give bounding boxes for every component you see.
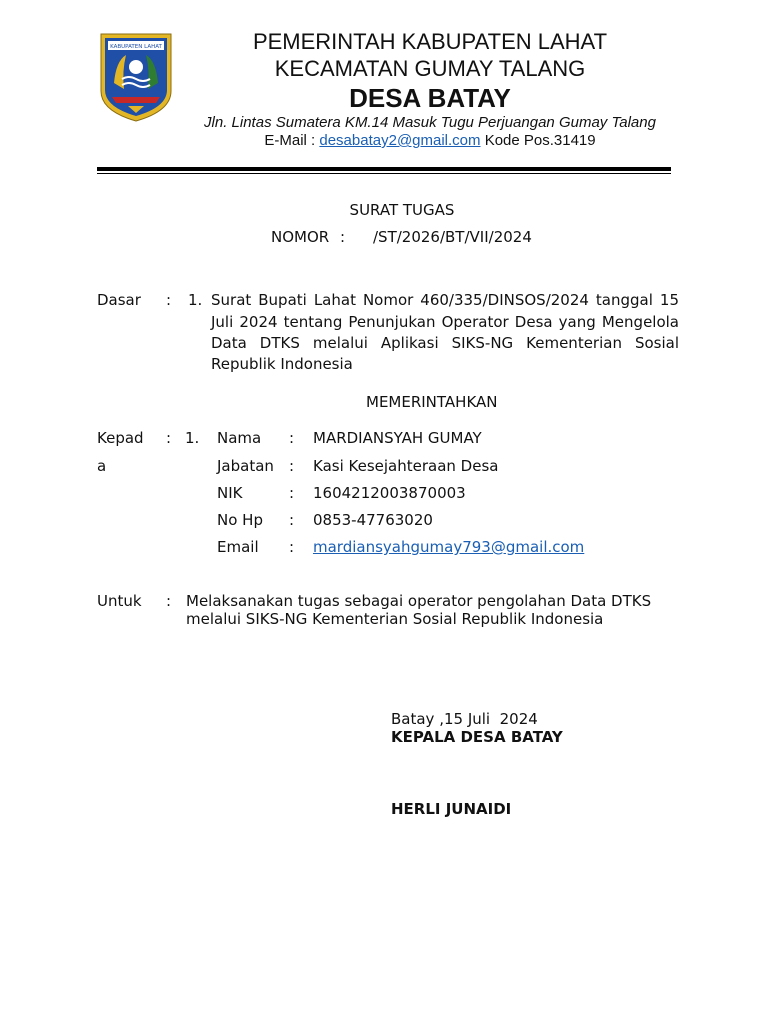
field-label-nik: NIK — [217, 484, 243, 502]
field-value-email-link[interactable]: mardiansyahgumay793@gmail.com — [313, 538, 585, 556]
field-colon: : — [289, 511, 295, 529]
email-label: E-Mail : — [264, 132, 316, 149]
field-label-nama: Nama — [217, 429, 262, 447]
dasar-number: 1. — [188, 291, 203, 309]
dasar-line: Data DTKS melalui Aplikasi SIKS-NG Kementerian Sosial — [211, 334, 679, 352]
kepada-label: Kepad — [97, 429, 144, 447]
field-label-email: Email — [217, 538, 259, 556]
field-label-nohp: No Hp — [217, 511, 263, 529]
document-title: SURAT TUGAS — [349, 201, 455, 219]
field-value-jabatan: Kasi Kesejahteraan Desa — [313, 457, 499, 475]
dasar-line: Surat Bupati Lahat Nomor 460/335/DINSOS/2024 tanggal 15 — [211, 291, 679, 309]
field-value-nama: MARDIANSYAH GUMAY — [313, 429, 482, 447]
field-colon: : — [289, 538, 295, 556]
header-divider-thin — [97, 173, 671, 174]
header-email-link[interactable]: desabatay2@gmail.com — [319, 132, 481, 149]
untuk-line: melalui SIKS-NG Kementerian Sosial Republik Indonesia — [186, 610, 604, 628]
dasar-line: Juli 2024 tentang Penunjukan Operator Desa yang Mengelola — [211, 313, 679, 331]
dasar-line: Republik Indonesia — [211, 355, 353, 373]
field-colon: : — [289, 429, 295, 447]
field-colon: : — [289, 457, 295, 475]
header-government-title: PEMERINTAH KABUPATEN LAHAT — [252, 29, 608, 54]
kepada-colon: : — [166, 429, 172, 447]
header-divider-thick — [97, 167, 671, 171]
untuk-colon: : — [166, 592, 172, 610]
signature-name: HERLI JUNAIDI — [391, 800, 512, 818]
regency-emblem-logo — [98, 31, 174, 123]
kepada-number: 1. — [185, 429, 200, 447]
memerintahkan-heading: MEMERINTAHKAN — [366, 393, 498, 411]
untuk-line: Melaksanakan tugas sebagai operator pengolahan Data DTKS — [186, 592, 652, 610]
header-village-title: DESA BATAY — [349, 83, 511, 113]
dasar-label: Dasar — [97, 291, 141, 309]
untuk-label: Untuk — [97, 592, 142, 610]
nomor-value: /ST/2026/BT/VII/2024 — [373, 228, 532, 246]
postcode: Kode Pos.31419 — [484, 132, 596, 149]
field-value-nohp: 0853-47763020 — [313, 511, 433, 529]
signature-place-date: Batay ,15 Juli 2024 — [391, 710, 538, 728]
logo-text: KABUPATEN LAHAT — [110, 44, 162, 50]
nomor-colon: : — [340, 228, 346, 246]
header-contact-line — [190, 132, 670, 149]
header-address: Jln. Lintas Sumatera KM.14 Masuk Tugu Perjuangan Gumay Talang — [204, 114, 656, 131]
field-label-jabatan: Jabatan — [217, 457, 274, 475]
field-colon: : — [289, 484, 295, 502]
dasar-colon: : — [166, 291, 172, 309]
header-district-title: KECAMATAN GUMAY TALANG — [274, 56, 586, 81]
kepada-label-wrap: a — [97, 457, 107, 475]
field-value-nik: 1604212003870003 — [313, 484, 466, 502]
nomor-label: NOMOR — [271, 228, 330, 246]
signature-position: KEPALA DESA BATAY — [391, 728, 563, 746]
